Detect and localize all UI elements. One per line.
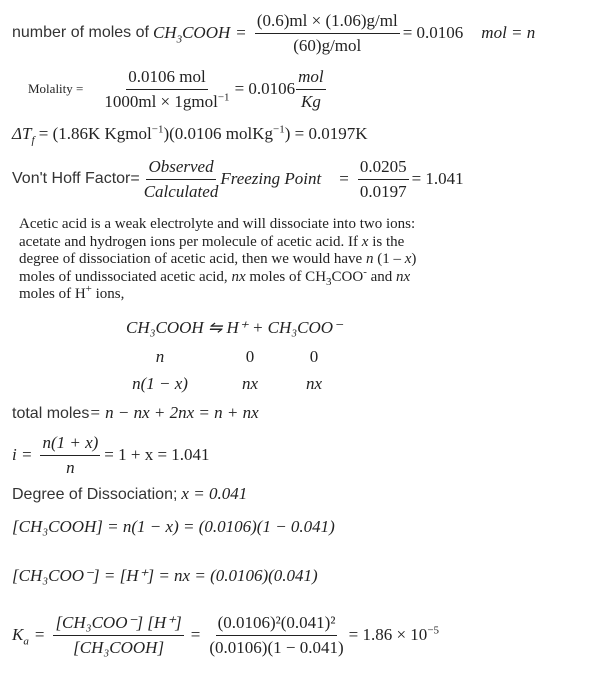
degree-label: Degree of Dissociation; xyxy=(12,486,178,503)
molality-result: = 0.0106 xyxy=(234,79,296,98)
ka-equation xyxy=(12,610,439,660)
vant-hoff-factor-equation xyxy=(12,156,464,202)
degree-of-dissociation xyxy=(12,484,247,504)
eq-acetate: nx xyxy=(305,374,323,393)
eq-acid: n(1 − x) xyxy=(132,374,188,393)
total-moles-expr: = n − nx + 2nx = n + nx xyxy=(89,403,259,422)
ion-concentration: [CH₃COO⁻] = [H⁺] = nx = (0.0106)(0.041) xyxy=(12,566,318,585)
equals-sign: = xyxy=(339,169,349,188)
moles-result: = 0.0106 xyxy=(402,23,464,42)
ka-concentration-fraction xyxy=(53,613,183,657)
total-moles-equation xyxy=(12,403,259,423)
vant-hoff-label: Von't Hoff Factor= xyxy=(12,170,140,187)
initial-h: 0 xyxy=(245,347,255,366)
moles-equation xyxy=(12,10,535,56)
i-result: = 1 + x = 1.041 xyxy=(104,445,210,464)
paragraph-line: moles of undissociated acetic acid, nx moles of $CH_3COO^-$ and nx xyxy=(19,265,411,288)
vant-hoff-result: = 1.041 xyxy=(411,169,464,188)
equals-sign: = xyxy=(236,23,246,42)
degree-value: x = 0.041 xyxy=(181,484,248,503)
freezing-point-label: Freezing Point xyxy=(220,169,322,188)
acid-concentration: [CH₃COOH] = n(1 − x) = (0.0106)(1 − 0.041) xyxy=(12,517,335,536)
vant-hoff-i-equation xyxy=(12,432,210,478)
ka-den2: (0.0106)(1 − 0.041) xyxy=(209,637,344,657)
equilibrium-final-row xyxy=(100,374,360,396)
moles-numerator: (0.6)ml × (1.06)g/ml xyxy=(255,11,400,34)
unit-denominator: Kg xyxy=(300,91,321,111)
molality-fraction xyxy=(102,67,231,111)
initial-acid: n xyxy=(155,347,165,366)
calculated-value: 0.0197 xyxy=(359,181,407,201)
equilibrium-initial-row xyxy=(100,347,360,369)
delta-tf: $\Delta T_f$ xyxy=(12,124,35,147)
ka-num1: [CH₃COO⁻] [H⁺] xyxy=(53,613,183,636)
ka-num2: (0.0106)²(0.041)² xyxy=(216,613,338,636)
i-denominator: n xyxy=(66,457,75,477)
eq-h: nx xyxy=(241,374,259,393)
ka-result: = $1.86 \times 10^{-5}$ xyxy=(348,624,440,644)
observed-label: Observed xyxy=(146,157,215,180)
observed-value: 0.0205 xyxy=(358,157,409,180)
freezing-point-depression: $\Delta T_f = (1.86K$ Kgmol$^{-1}$)(0.0106 molKg$^{-1}$) = 0.0197K xyxy=(12,123,368,147)
tf-result: ) = 0.0197K xyxy=(284,124,368,143)
tf-part-a: = (1.86K Kgmol xyxy=(38,124,152,143)
observed-calculated-fraction xyxy=(142,157,221,201)
paragraph-line: acetate and hydrogen ions per molecule of acetic acid. If x is the xyxy=(19,233,405,250)
moles-denominator: (60)g/mol xyxy=(293,35,362,55)
i-fraction xyxy=(40,433,100,477)
paragraph-line: Acetic acid is a weak electrolyte and will dissociate into two ions: xyxy=(19,216,416,232)
calculated-label: Calculated xyxy=(143,181,219,201)
paragraph-line: degree of dissociation of acetic acid, then we would have n (1 – x) xyxy=(19,251,417,267)
equals-sign: = xyxy=(34,625,45,644)
molality-denominator: 1000ml × 1gmol$^{-1}$ xyxy=(104,90,230,111)
moles-fraction xyxy=(255,11,400,55)
molality-unit xyxy=(296,67,326,111)
ka-den1: [CH₃COOH] xyxy=(73,637,165,657)
total-moles-label: total moles xyxy=(12,405,90,422)
acetic-acid-formula: $CH_3COOH$ xyxy=(152,23,231,46)
paragraph-line: moles of H+ ions, xyxy=(19,283,125,302)
equals-sign: = xyxy=(190,625,201,644)
tf-part-b: )(0.0106 molKg xyxy=(163,124,274,143)
unit-numerator: mol xyxy=(296,67,326,90)
initial-acetate: 0 xyxy=(309,347,319,366)
freezing-ratio xyxy=(358,157,409,201)
explanation-paragraph xyxy=(19,216,519,304)
ka-value-fraction xyxy=(207,613,345,657)
molality-equation xyxy=(28,64,329,114)
molality-label: Molality = xyxy=(28,81,84,96)
moles-label: number of moles of xyxy=(12,24,149,41)
molality-numerator: 0.0106 mol xyxy=(126,67,207,90)
ka-lhs: $K_a$ xyxy=(12,625,29,648)
equilibrium-equation: CH₃COOH ⇋ H⁺ + CH₃COO⁻ xyxy=(126,318,343,337)
moles-unit: mol = n xyxy=(481,23,536,42)
i-numerator: n(1 + x) xyxy=(40,433,100,456)
i-lhs: i = xyxy=(12,445,33,464)
